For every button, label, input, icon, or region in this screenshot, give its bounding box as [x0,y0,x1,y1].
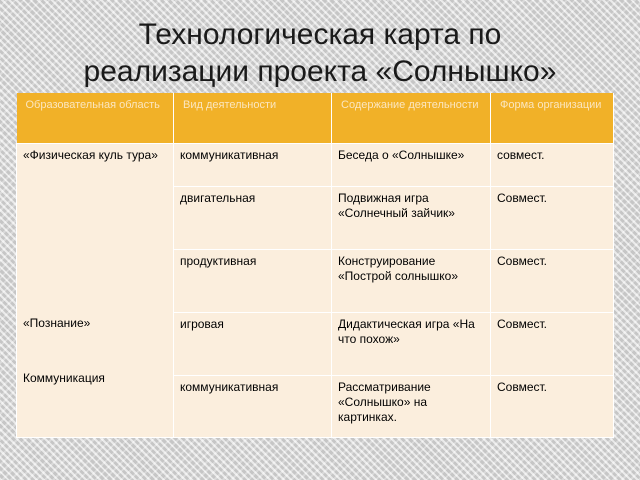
table-row [17,143,614,186]
activity-content-cell: Подвижная игра «Солнечный зайчик» [332,186,491,249]
technology-map-table [16,93,614,438]
activity-type-cell: двигательная [174,186,332,249]
header-activity-content: Содержание деятельности [332,93,491,143]
slide-title-line-2: реализации проекта «Солнышко» [83,55,557,88]
organization-form-cell: совмест. [491,143,614,186]
activity-content-cell: Дидактическая игра «На что похож» [332,312,491,375]
activity-type-cell: продуктивная [174,249,332,312]
area-physical-culture: «Физическая куль тура» [23,147,158,162]
slide-title [0,16,640,90]
organization-form-cell: Совмест. [491,312,614,375]
slide-title-line-1: Технологическая карта по [138,18,502,51]
header-educational-area: Образовательная область [17,93,174,143]
area-cognition: «Познание» [23,315,91,330]
table-header-row [17,93,614,143]
organization-form-cell: Совмест. [491,375,614,437]
activity-content-cell: Рассматривание «Солнышко» на картинках. [332,375,491,437]
activity-type-cell: коммуникативная [174,143,332,186]
activity-type-cell: коммуникативная [174,375,332,437]
header-organization-form: Форма организации [491,93,614,143]
organization-form-cell: Совмест. [491,249,614,312]
organization-form-cell: Совмест. [491,186,614,249]
activity-content-cell: Конструирование «Построй солнышко» [332,249,491,312]
educational-area-cell [17,143,174,437]
activity-type-cell: игровая [174,312,332,375]
area-communication: Коммуникация [23,370,105,385]
header-activity-type: Вид деятельности [174,93,332,143]
activity-content-cell: Беседа о «Солнышке» [332,143,491,186]
